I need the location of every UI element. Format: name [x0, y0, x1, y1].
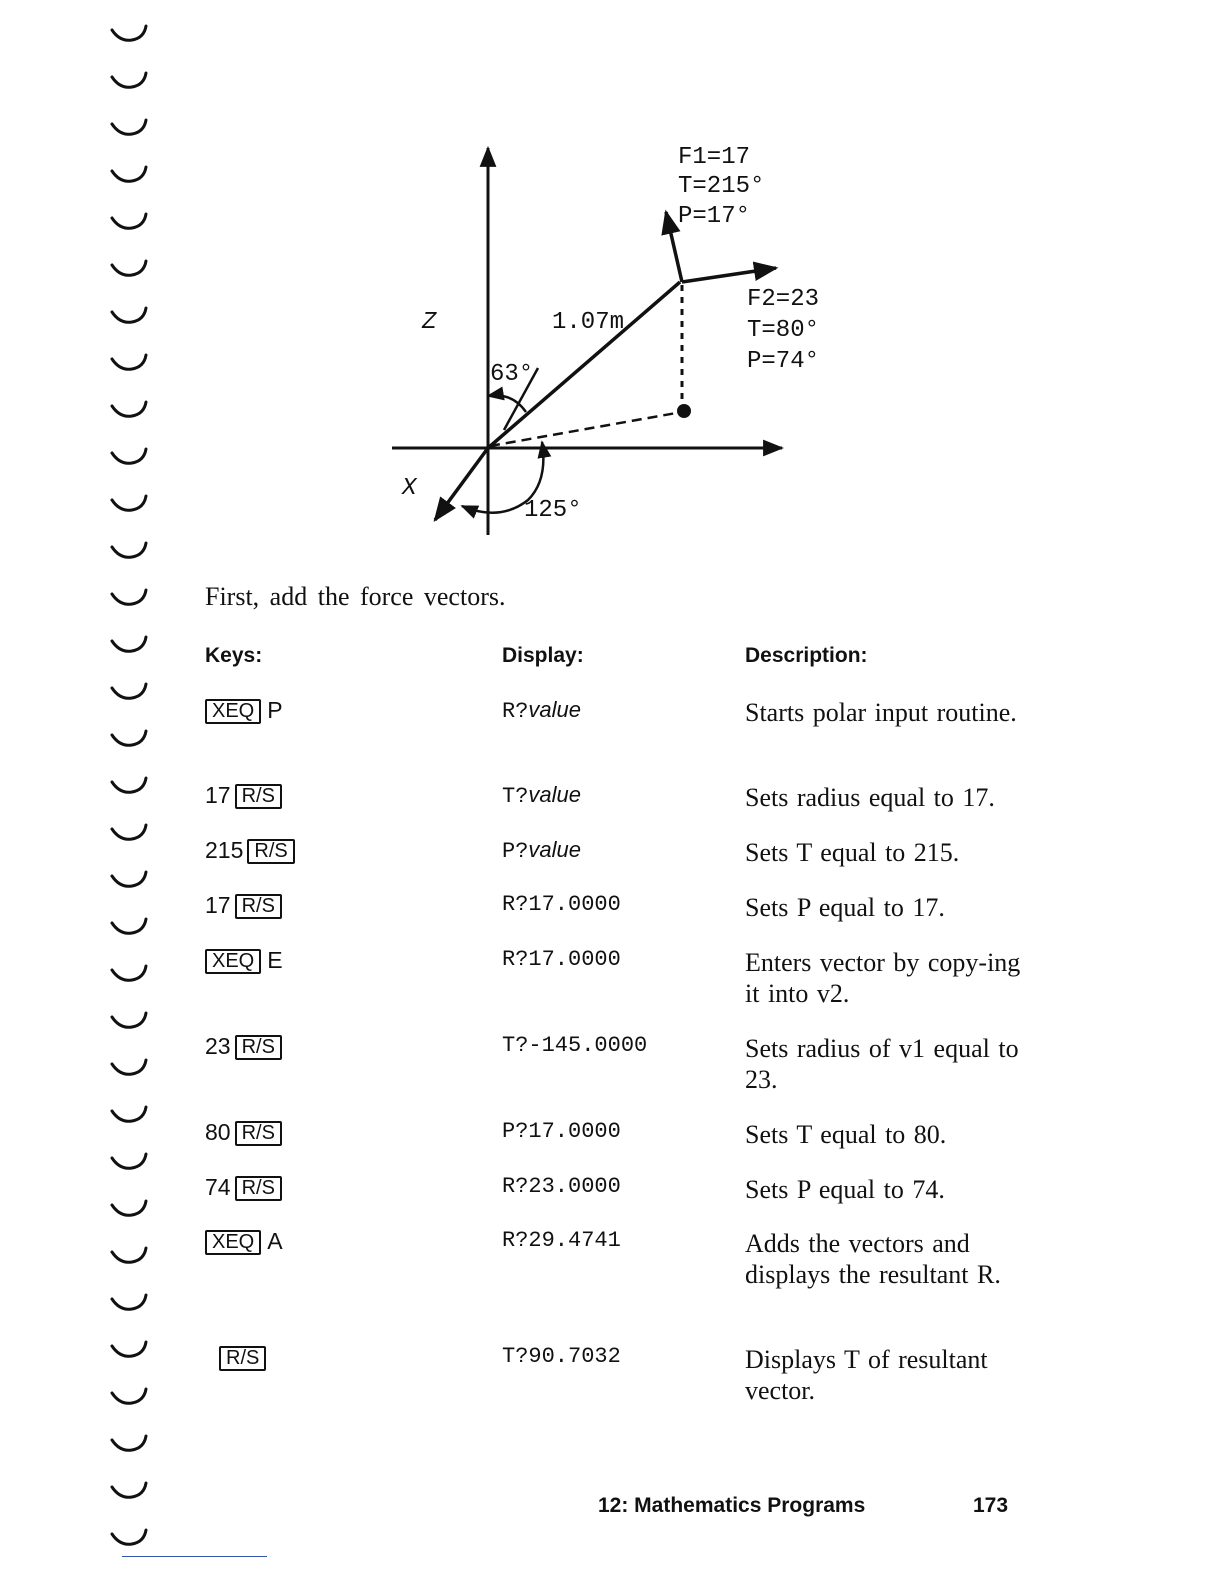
key-number: 74	[205, 1174, 231, 1200]
binding-ring	[112, 825, 146, 839]
keys-cell	[205, 892, 282, 919]
projection-point	[677, 404, 691, 418]
display-variable: value	[528, 697, 581, 722]
display-value: R?29.4741	[502, 1228, 621, 1253]
binding-ring	[112, 731, 146, 745]
binding-ring	[112, 261, 146, 275]
binding-ring	[112, 919, 146, 933]
display-value: P?17.0000	[502, 1119, 621, 1144]
binding-ring	[112, 1013, 146, 1027]
force-vector-diagram	[380, 130, 860, 550]
key-suffix: E	[267, 947, 283, 973]
keys-cell	[205, 1174, 282, 1201]
rs-key-icon: R/S	[235, 1035, 282, 1060]
rs-key-icon: R/S	[235, 1121, 282, 1146]
display-value: R?23.0000	[502, 1174, 621, 1199]
binding-ring	[112, 1201, 146, 1215]
x-axis-line	[435, 448, 488, 520]
description-cell: Adds the vectors and displays the resultant R.	[745, 1229, 1001, 1289]
rs-key-icon: R/S	[247, 839, 294, 864]
display-cell	[502, 892, 621, 917]
binding-ring	[112, 1248, 146, 1262]
binding-ring	[112, 26, 146, 40]
description-cell: Displays T of resultant vector.	[745, 1345, 988, 1405]
key-number: 17	[205, 782, 231, 808]
description-cell: Starts polar input routine.	[745, 698, 1017, 727]
description-cell: Enters vector by copy-ing it into v2.	[745, 948, 1021, 1008]
display-header: Display:	[502, 644, 584, 667]
description-cell: Sets radius of v1 equal to 23.	[745, 1034, 1019, 1094]
display-value: T?-145.0000	[502, 1033, 648, 1058]
description-header: Description:	[745, 644, 868, 667]
key-suffix: A	[267, 1228, 283, 1254]
display-cell	[502, 837, 581, 864]
f2-vector	[682, 268, 776, 282]
display-value: P?	[502, 839, 529, 864]
binding-ring	[112, 1483, 146, 1497]
display-value: T?90.7032	[502, 1344, 621, 1369]
display-cell	[502, 1228, 621, 1253]
xeq-key-icon: XEQ	[205, 1230, 261, 1255]
binding-ring	[112, 1295, 146, 1309]
keys-cell	[205, 1033, 282, 1060]
key-suffix: P	[267, 697, 283, 723]
display-variable: value	[528, 782, 581, 807]
page-number: 173	[973, 1494, 1009, 1517]
keys-cell	[205, 947, 283, 974]
f1-phi-label: P=17°	[678, 203, 751, 230]
binding-ring	[112, 402, 146, 416]
binding-ring	[112, 73, 146, 87]
binding-ring	[112, 1154, 146, 1168]
binding-ring	[112, 120, 146, 134]
f2-theta-label: T=80°	[747, 317, 820, 344]
binding-ring	[112, 543, 146, 557]
binding-ring	[112, 1530, 146, 1544]
display-cell	[502, 697, 581, 724]
xeq-key-icon: XEQ	[205, 949, 261, 974]
display-value: R?	[502, 699, 529, 724]
keys-cell	[205, 697, 283, 724]
keys-header: Keys:	[205, 644, 263, 667]
binding-ring	[112, 966, 146, 980]
binding-ring	[112, 214, 146, 228]
binding-ring	[112, 1060, 146, 1074]
binding-ring	[112, 1436, 146, 1450]
x-axis-label: X	[402, 475, 417, 502]
intro-text: First, add the force vectors.	[205, 582, 506, 611]
key-number: 23	[205, 1033, 231, 1059]
keys-cell	[205, 1228, 283, 1255]
rs-key-icon: R/S	[219, 1346, 266, 1371]
binding-ring	[112, 1107, 146, 1121]
f2-force-label: F2=23	[747, 286, 820, 313]
angle-125-label: 125°	[524, 497, 582, 524]
display-cell	[502, 947, 621, 972]
f1-theta-label: T=215°	[678, 173, 765, 200]
projection-ground-line	[490, 412, 682, 446]
binding-ring	[112, 1389, 146, 1403]
rs-key-icon: R/S	[235, 894, 282, 919]
binding-ring	[112, 355, 146, 369]
key-number: 17	[205, 892, 231, 918]
display-cell	[502, 1119, 621, 1144]
rs-key-icon: R/S	[235, 784, 282, 809]
binding-ring	[112, 684, 146, 698]
display-cell	[502, 1174, 621, 1199]
footer-chapter: 12: Mathematics Programs	[598, 1494, 866, 1517]
description-cell: Sets P equal to 17.	[745, 893, 945, 922]
display-value: T?	[502, 784, 529, 809]
binding-ring	[112, 1342, 146, 1356]
key-number: 215	[205, 837, 244, 863]
keys-cell	[205, 837, 295, 864]
display-cell	[502, 1033, 647, 1058]
xeq-key-icon: XEQ	[205, 699, 261, 724]
angle-63-label: 63°	[490, 361, 534, 388]
binding-ring	[112, 308, 146, 322]
display-cell	[502, 782, 581, 809]
spiral-binding	[108, 16, 158, 1576]
keys-cell	[205, 1119, 282, 1146]
display-cell	[502, 1344, 621, 1369]
binding-ring	[112, 778, 146, 792]
keys-cell	[205, 782, 282, 809]
length-label: 1.07m	[552, 309, 625, 336]
description-cell: Sets T equal to 80.	[745, 1120, 947, 1149]
binding-ring	[112, 496, 146, 510]
binding-ring	[112, 872, 146, 886]
z-axis-label: Z	[422, 309, 437, 336]
f1-force-label: F1=17	[678, 144, 751, 171]
display-value: R?17.0000	[502, 892, 621, 917]
binding-ring	[112, 167, 146, 181]
binding-ring	[112, 449, 146, 463]
description-cell: Sets P equal to 74.	[745, 1175, 945, 1204]
keys-cell	[205, 1344, 272, 1371]
binding-ring	[112, 637, 146, 651]
f2-phi-label: P=74°	[747, 348, 820, 375]
key-number: 80	[205, 1119, 231, 1145]
description-cell: Sets T equal to 215.	[745, 838, 960, 867]
rs-key-icon: R/S	[235, 1176, 282, 1201]
display-value: R?17.0000	[502, 947, 621, 972]
display-variable: value	[528, 837, 581, 862]
description-cell: Sets radius equal to 17.	[745, 783, 995, 812]
binding-edge-line	[122, 1556, 267, 1557]
binding-ring	[112, 590, 146, 604]
